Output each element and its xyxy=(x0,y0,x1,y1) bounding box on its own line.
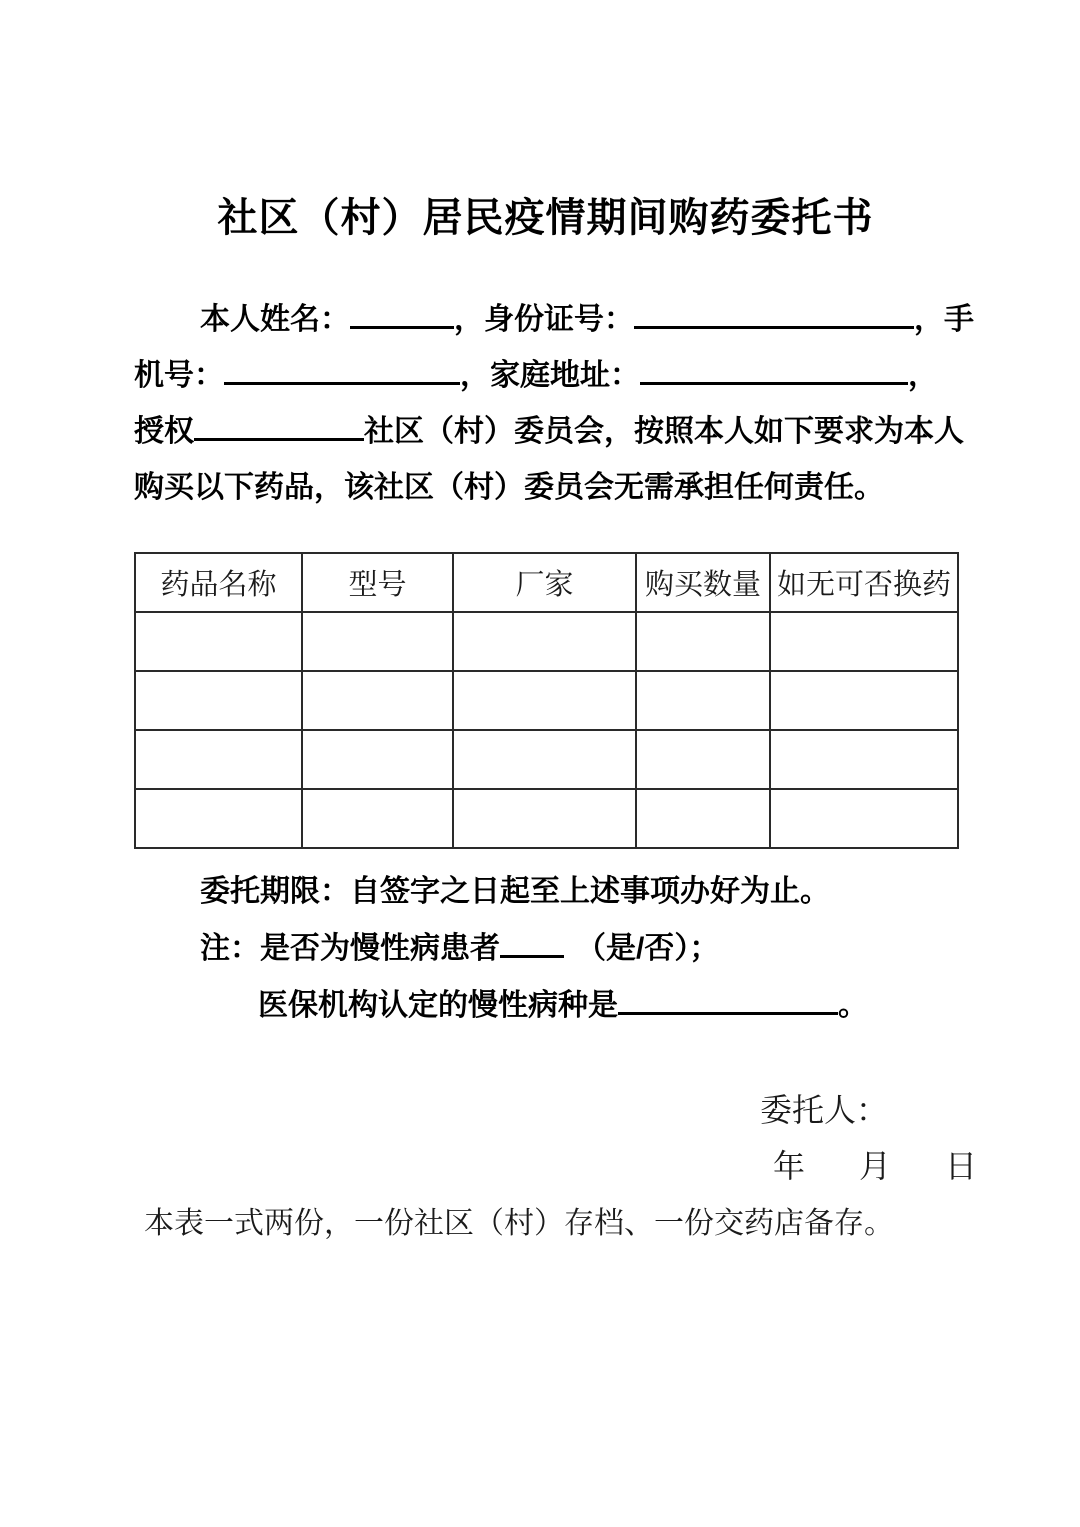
id-number-label: ，身份证号： xyxy=(454,303,634,336)
principal-label: 委托人： xyxy=(760,1092,889,1128)
table-cell-empty xyxy=(302,730,453,789)
footer-note xyxy=(134,1196,957,1252)
table-cell-empty xyxy=(770,730,958,789)
liability-clause: 购买以下药品，该社区（村）委员会无需承担任何责任。 xyxy=(134,471,884,504)
terms-section xyxy=(134,863,957,1034)
table-cell-empty xyxy=(636,789,770,848)
intro-line-4 xyxy=(134,460,957,516)
blank-chronic-yesno-field xyxy=(500,925,564,958)
header-cell-substitute: 如无可否换药 xyxy=(770,553,958,612)
blank-phone-field xyxy=(224,352,460,385)
table-cell-empty xyxy=(770,789,958,848)
table-header-row xyxy=(135,553,958,612)
intro-line1-tail: ，手 xyxy=(914,303,974,336)
month-label: 月 xyxy=(859,1148,892,1184)
table-cell-empty xyxy=(135,612,302,671)
table-cell-empty xyxy=(302,612,453,671)
intro-line-2 xyxy=(134,348,957,404)
document-title: 社区（村）居民疫情期间购药委托书 xyxy=(217,196,874,240)
table-cell-empty xyxy=(135,730,302,789)
date-line xyxy=(134,1138,978,1194)
year-label: 年 xyxy=(773,1148,806,1184)
terms-note-2 xyxy=(134,977,957,1034)
blank-committee-field xyxy=(194,408,364,441)
table-cell-empty xyxy=(453,789,636,848)
table-cell-empty xyxy=(636,671,770,730)
terms-note-1 xyxy=(134,920,957,977)
duration-text: 委托期限：自签字之日起至上述事项办好为止。 xyxy=(200,875,830,908)
header-cell-model: 型号 xyxy=(302,553,453,612)
table-cell-empty xyxy=(770,612,958,671)
table-row xyxy=(135,730,958,789)
yes-no-hint: （是/否）； xyxy=(576,932,720,965)
table-row xyxy=(135,789,958,848)
terms-duration xyxy=(134,863,957,920)
intro-line-1 xyxy=(134,292,974,348)
intro-line-3 xyxy=(134,404,964,460)
table-cell-empty xyxy=(453,671,636,730)
signature-section xyxy=(134,1082,978,1194)
blank-chronic-disease-field xyxy=(618,982,838,1015)
principal-line xyxy=(134,1082,957,1138)
table-cell-empty xyxy=(302,789,453,848)
header-cell-manufacturer: 厂家 xyxy=(453,553,636,612)
committee-clause: 社区（村）委员会，按照本人如下要求为本人 xyxy=(364,415,964,448)
medication-table xyxy=(134,552,959,849)
intro-line2-tail: ， xyxy=(908,359,938,392)
chronic-patient-label: 注：是否为慢性病患者 xyxy=(200,932,500,965)
table-cell-empty xyxy=(453,612,636,671)
header-cell-quantity: 购买数量 xyxy=(636,553,770,612)
blank-id-number-field xyxy=(634,296,914,329)
table-cell-empty xyxy=(636,730,770,789)
table-cell-empty xyxy=(770,671,958,730)
blank-address-field xyxy=(640,352,908,385)
terms-note2-tail: 。 xyxy=(838,989,868,1022)
table-cell-empty xyxy=(135,789,302,848)
table-row xyxy=(135,671,958,730)
blank-name-field xyxy=(350,296,454,329)
address-label: ，家庭地址： xyxy=(460,359,640,392)
table-cell-empty xyxy=(636,612,770,671)
table-row xyxy=(135,612,958,671)
phone-label: 机号： xyxy=(134,359,224,392)
chronic-disease-label: 医保机构认定的慢性病种是 xyxy=(258,989,618,1022)
name-label: 本人姓名： xyxy=(200,303,350,336)
medication-table-body xyxy=(135,612,958,848)
authorize-label: 授权 xyxy=(134,415,194,448)
table-cell-empty xyxy=(302,671,453,730)
table-cell-empty xyxy=(453,730,636,789)
intro-paragraph xyxy=(134,292,974,516)
copies-note-text: 本表一式两份，一份社区（村）存档、一份交药店备存。 xyxy=(144,1207,894,1240)
header-cell-drug-name: 药品名称 xyxy=(135,553,302,612)
table-cell-empty xyxy=(135,671,302,730)
day-label: 日 xyxy=(945,1148,978,1184)
